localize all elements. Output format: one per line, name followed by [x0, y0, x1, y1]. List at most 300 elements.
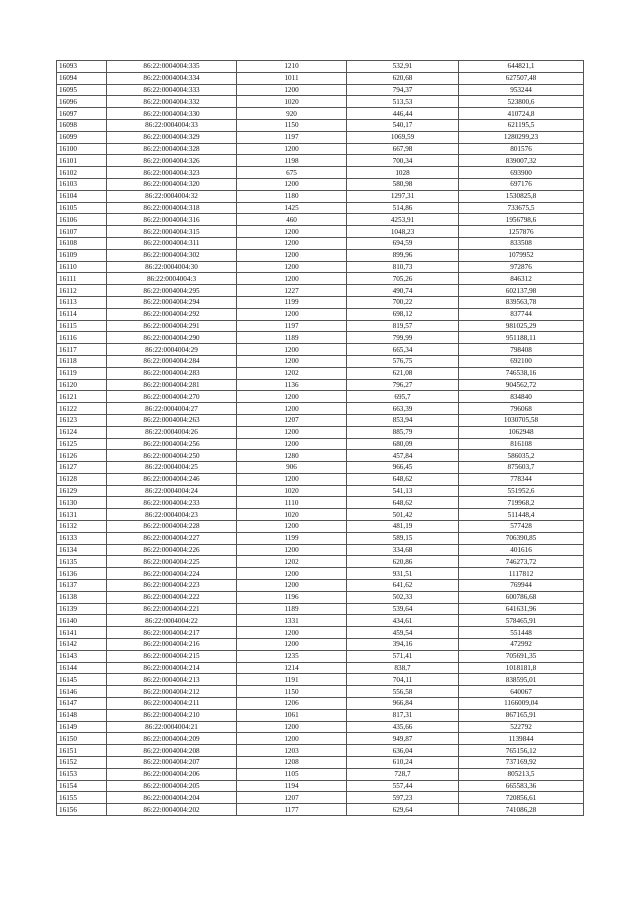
cadastral-number-cell: 86:22:0004004:263	[107, 414, 237, 426]
rate-cell: 1105	[237, 768, 347, 780]
area-cell: 1297,31	[347, 190, 459, 202]
row-number-cell: 16151	[57, 745, 107, 757]
area-cell: 556,58	[347, 686, 459, 698]
area-cell: 541,13	[347, 485, 459, 497]
area-cell: 532,91	[347, 61, 459, 73]
rate-cell: 1189	[237, 332, 347, 344]
area-cell: 490,74	[347, 285, 459, 297]
table-row	[57, 96, 584, 108]
value-cell: 846312	[459, 273, 584, 285]
rate-cell: 1331	[237, 615, 347, 627]
row-number-cell: 16136	[57, 568, 107, 580]
area-cell: 899,96	[347, 249, 459, 261]
rate-cell: 1020	[237, 96, 347, 108]
area-cell: 621,08	[347, 367, 459, 379]
rate-cell: 1150	[237, 686, 347, 698]
cadastral-number-cell: 86:22:0004004:291	[107, 320, 237, 332]
value-cell: 621195,5	[459, 119, 584, 131]
row-number-cell: 16125	[57, 438, 107, 450]
value-cell: 522792	[459, 721, 584, 733]
area-cell: 539,64	[347, 603, 459, 615]
table-row	[57, 615, 584, 627]
area-cell: 459,54	[347, 627, 459, 639]
rate-cell: 1200	[237, 568, 347, 580]
rate-cell: 1200	[237, 544, 347, 556]
table-row	[57, 249, 584, 261]
cadastral-number-cell: 86:22:0004004:207	[107, 757, 237, 769]
row-number-cell: 16129	[57, 485, 107, 497]
row-number-cell: 16102	[57, 167, 107, 179]
area-cell: 540,17	[347, 119, 459, 131]
value-cell: 746273,72	[459, 556, 584, 568]
cadastral-number-cell: 86:22:0004004:326	[107, 155, 237, 167]
table-row	[57, 237, 584, 249]
cadastral-number-cell: 86:22:0004004:22	[107, 615, 237, 627]
value-cell: 644821,1	[459, 61, 584, 73]
row-number-cell: 16138	[57, 591, 107, 603]
rate-cell: 1280	[237, 450, 347, 462]
cadastral-number-cell: 86:22:0004004:328	[107, 143, 237, 155]
row-number-cell: 16123	[57, 414, 107, 426]
value-cell: 1018181,8	[459, 662, 584, 674]
area-cell: 4253,91	[347, 214, 459, 226]
rate-cell: 1011	[237, 72, 347, 84]
area-cell: 620,68	[347, 72, 459, 84]
area-cell: 597,23	[347, 792, 459, 804]
table-row	[57, 768, 584, 780]
rate-cell: 1196	[237, 591, 347, 603]
value-cell: 867165,91	[459, 709, 584, 721]
area-cell: 435,66	[347, 721, 459, 733]
rate-cell: 1214	[237, 662, 347, 674]
table-row	[57, 757, 584, 769]
table-row	[57, 214, 584, 226]
row-number-cell: 16142	[57, 639, 107, 651]
value-cell: 720856,61	[459, 792, 584, 804]
area-cell: 589,15	[347, 532, 459, 544]
row-number-cell: 16110	[57, 261, 107, 273]
row-number-cell: 16121	[57, 391, 107, 403]
area-cell: 704,11	[347, 674, 459, 686]
row-number-cell: 16128	[57, 473, 107, 485]
cadastral-number-cell: 86:22:0004004:213	[107, 674, 237, 686]
rate-cell: 1020	[237, 509, 347, 521]
cadastral-number-cell: 86:22:0004004:215	[107, 650, 237, 662]
value-cell: 837744	[459, 308, 584, 320]
area-cell: 698,12	[347, 308, 459, 320]
rate-cell: 1200	[237, 249, 347, 261]
area-cell: 502,33	[347, 591, 459, 603]
table-row	[57, 591, 584, 603]
rate-cell: 1203	[237, 745, 347, 757]
table-row	[57, 84, 584, 96]
table-row	[57, 108, 584, 120]
cadastral-number-cell: 86:22:0004004:311	[107, 237, 237, 249]
area-cell: 949,87	[347, 733, 459, 745]
rate-cell: 1200	[237, 178, 347, 190]
rate-cell: 1199	[237, 532, 347, 544]
value-cell: 551952,6	[459, 485, 584, 497]
cadastral-number-cell: 86:22:0004004:295	[107, 285, 237, 297]
cadastral-number-cell: 86:22:0004004:204	[107, 792, 237, 804]
row-number-cell: 16126	[57, 450, 107, 462]
cadastral-number-cell: 86:22:0004004:208	[107, 745, 237, 757]
area-cell: 700,34	[347, 155, 459, 167]
row-number-cell: 16156	[57, 804, 107, 816]
table-row	[57, 367, 584, 379]
cadastral-number-cell: 86:22:0004004:316	[107, 214, 237, 226]
value-cell: 401616	[459, 544, 584, 556]
cadastral-number-cell: 86:22:0004004:283	[107, 367, 237, 379]
table-row	[57, 792, 584, 804]
rate-cell: 1207	[237, 792, 347, 804]
area-cell: 1028	[347, 167, 459, 179]
cadastral-number-cell: 86:22:0004004:221	[107, 603, 237, 615]
row-number-cell: 16105	[57, 202, 107, 214]
value-cell: 839563,78	[459, 296, 584, 308]
table-row	[57, 226, 584, 238]
rate-cell: 1189	[237, 603, 347, 615]
value-cell: 801576	[459, 143, 584, 155]
value-cell: 838595,01	[459, 674, 584, 686]
rate-cell: 1061	[237, 709, 347, 721]
cadastral-number-cell: 86:22:0004004:222	[107, 591, 237, 603]
row-number-cell: 16124	[57, 426, 107, 438]
cadastral-number-cell: 86:22:0004004:335	[107, 61, 237, 73]
cadastral-number-cell: 86:22:0004004:315	[107, 226, 237, 238]
table-row	[57, 438, 584, 450]
table-row	[57, 190, 584, 202]
row-number-cell: 16096	[57, 96, 107, 108]
table-body	[57, 61, 584, 816]
cadastral-number-cell: 86:22:0004004:281	[107, 379, 237, 391]
row-number-cell: 16104	[57, 190, 107, 202]
rate-cell: 1200	[237, 226, 347, 238]
table-row	[57, 603, 584, 615]
table-row	[57, 426, 584, 438]
cadastral-number-cell: 86:22:0004004:330	[107, 108, 237, 120]
rate-cell: 906	[237, 462, 347, 474]
area-cell: 810,73	[347, 261, 459, 273]
rate-cell: 1180	[237, 190, 347, 202]
area-cell: 853,94	[347, 414, 459, 426]
row-number-cell: 16094	[57, 72, 107, 84]
cadastral-number-cell: 86:22:0004004:223	[107, 580, 237, 592]
row-number-cell: 16133	[57, 532, 107, 544]
cadastral-number-cell: 86:22:0004004:26	[107, 426, 237, 438]
table-row	[57, 580, 584, 592]
cadastral-number-cell: 86:22:0004004:290	[107, 332, 237, 344]
table-row	[57, 72, 584, 84]
row-number-cell: 16141	[57, 627, 107, 639]
row-number-cell: 16108	[57, 237, 107, 249]
cadastral-number-cell: 86:22:0004004:205	[107, 780, 237, 792]
rate-cell: 1200	[237, 733, 347, 745]
row-number-cell: 16154	[57, 780, 107, 792]
rate-cell: 1197	[237, 320, 347, 332]
value-cell: 741086,28	[459, 804, 584, 816]
value-cell: 769944	[459, 580, 584, 592]
rate-cell: 1197	[237, 131, 347, 143]
table-row	[57, 473, 584, 485]
row-number-cell: 16109	[57, 249, 107, 261]
area-cell: 481,19	[347, 521, 459, 533]
cadastral-number-cell: 86:22:0004004:29	[107, 344, 237, 356]
rate-cell: 1200	[237, 721, 347, 733]
area-cell: 434,61	[347, 615, 459, 627]
data-table	[56, 60, 584, 816]
table-row	[57, 544, 584, 556]
value-cell: 693900	[459, 167, 584, 179]
row-number-cell: 16148	[57, 709, 107, 721]
cadastral-number-cell: 86:22:0004004:226	[107, 544, 237, 556]
cadastral-number-cell: 86:22:0004004:206	[107, 768, 237, 780]
table-row	[57, 285, 584, 297]
rate-cell: 1136	[237, 379, 347, 391]
area-cell: 446,44	[347, 108, 459, 120]
row-number-cell: 16143	[57, 650, 107, 662]
cadastral-number-cell: 86:22:0004004:23	[107, 509, 237, 521]
rate-cell: 1200	[237, 580, 347, 592]
cadastral-number-cell: 86:22:0004004:27	[107, 403, 237, 415]
rate-cell: 1200	[237, 639, 347, 651]
table-row	[57, 131, 584, 143]
value-cell: 733675,5	[459, 202, 584, 214]
row-number-cell: 16139	[57, 603, 107, 615]
cadastral-number-cell: 86:22:0004004:256	[107, 438, 237, 450]
rate-cell: 1191	[237, 674, 347, 686]
table-row	[57, 509, 584, 521]
table-row	[57, 650, 584, 662]
rate-cell: 1210	[237, 61, 347, 73]
table-row	[57, 332, 584, 344]
row-number-cell: 16122	[57, 403, 107, 415]
table-row	[57, 450, 584, 462]
table-row	[57, 686, 584, 698]
row-number-cell: 16099	[57, 131, 107, 143]
area-cell: 501,42	[347, 509, 459, 521]
table-row	[57, 497, 584, 509]
cadastral-number-cell: 86:22:0004004:333	[107, 84, 237, 96]
rate-cell: 1235	[237, 650, 347, 662]
table-row	[57, 627, 584, 639]
area-cell: 838,7	[347, 662, 459, 674]
cadastral-number-cell: 86:22:0004004:212	[107, 686, 237, 698]
rate-cell: 1198	[237, 155, 347, 167]
area-cell: 629,64	[347, 804, 459, 816]
row-number-cell: 16114	[57, 308, 107, 320]
cadastral-number-cell: 86:22:0004004:209	[107, 733, 237, 745]
area-cell: 394,16	[347, 639, 459, 651]
value-cell: 600786,68	[459, 591, 584, 603]
cadastral-number-cell: 86:22:0004004:217	[107, 627, 237, 639]
cadastral-number-cell: 86:22:0004004:32	[107, 190, 237, 202]
cadastral-number-cell: 86:22:0004004:292	[107, 308, 237, 320]
cadastral-number-cell: 86:22:0004004:216	[107, 639, 237, 651]
row-number-cell: 16111	[57, 273, 107, 285]
table-row	[57, 698, 584, 710]
area-cell: 665,34	[347, 344, 459, 356]
cadastral-number-cell: 86:22:0004004:246	[107, 473, 237, 485]
table-row	[57, 804, 584, 816]
rate-cell: 1425	[237, 202, 347, 214]
row-number-cell: 16144	[57, 662, 107, 674]
cadastral-number-cell: 86:22:0004004:329	[107, 131, 237, 143]
cadastral-number-cell: 86:22:0004004:334	[107, 72, 237, 84]
table-row	[57, 556, 584, 568]
area-cell: 695,7	[347, 391, 459, 403]
rate-cell: 1177	[237, 804, 347, 816]
cadastral-number-cell: 86:22:0004004:214	[107, 662, 237, 674]
rate-cell: 1200	[237, 438, 347, 450]
row-number-cell: 16137	[57, 580, 107, 592]
table-row	[57, 403, 584, 415]
value-cell: 972876	[459, 261, 584, 273]
row-number-cell: 16131	[57, 509, 107, 521]
rate-cell: 1150	[237, 119, 347, 131]
value-cell: 578465,91	[459, 615, 584, 627]
value-cell: 746538,16	[459, 367, 584, 379]
table-row	[57, 355, 584, 367]
row-number-cell: 16119	[57, 367, 107, 379]
row-number-cell: 16100	[57, 143, 107, 155]
rate-cell: 1199	[237, 296, 347, 308]
table-row	[57, 391, 584, 403]
table-row	[57, 308, 584, 320]
area-cell: 1069,59	[347, 131, 459, 143]
cadastral-number-cell: 86:22:0004004:24	[107, 485, 237, 497]
row-number-cell: 16115	[57, 320, 107, 332]
table-row	[57, 261, 584, 273]
area-cell: 700,22	[347, 296, 459, 308]
table-row	[57, 532, 584, 544]
row-number-cell: 16152	[57, 757, 107, 769]
cadastral-number-cell: 86:22:0004004:225	[107, 556, 237, 568]
table-row	[57, 155, 584, 167]
value-cell: 1956798,6	[459, 214, 584, 226]
value-cell: 816108	[459, 438, 584, 450]
rate-cell: 1200	[237, 627, 347, 639]
row-number-cell: 16132	[57, 521, 107, 533]
area-cell: 580,98	[347, 178, 459, 190]
cadastral-number-cell: 86:22:0004004:294	[107, 296, 237, 308]
row-number-cell: 16147	[57, 698, 107, 710]
area-cell: 610,24	[347, 757, 459, 769]
cadastral-number-cell: 86:22:0004004:30	[107, 261, 237, 273]
value-cell: 833508	[459, 237, 584, 249]
cadastral-number-cell: 86:22:0004004:302	[107, 249, 237, 261]
row-number-cell: 16106	[57, 214, 107, 226]
area-cell: 667,98	[347, 143, 459, 155]
area-cell: 576,75	[347, 355, 459, 367]
value-cell: 1257876	[459, 226, 584, 238]
row-number-cell: 16118	[57, 355, 107, 367]
area-cell: 796,27	[347, 379, 459, 391]
area-cell: 648,62	[347, 497, 459, 509]
rate-cell: 1200	[237, 344, 347, 356]
value-cell: 839007,32	[459, 155, 584, 167]
area-cell: 334,68	[347, 544, 459, 556]
rate-cell: 1200	[237, 273, 347, 285]
row-number-cell: 16130	[57, 497, 107, 509]
rate-cell: 1200	[237, 237, 347, 249]
rate-cell: 920	[237, 108, 347, 120]
row-number-cell: 16116	[57, 332, 107, 344]
area-cell: 513,53	[347, 96, 459, 108]
rate-cell: 675	[237, 167, 347, 179]
value-cell: 1062948	[459, 426, 584, 438]
area-cell: 705,26	[347, 273, 459, 285]
table-row	[57, 674, 584, 686]
table-row	[57, 780, 584, 792]
value-cell: 796068	[459, 403, 584, 415]
cadastral-number-cell: 86:22:0004004:224	[107, 568, 237, 580]
value-cell: 523800,6	[459, 96, 584, 108]
rate-cell: 1200	[237, 403, 347, 415]
value-cell: 706390,85	[459, 532, 584, 544]
cadastral-number-cell: 86:22:0004004:250	[107, 450, 237, 462]
row-number-cell: 16113	[57, 296, 107, 308]
cadastral-number-cell: 86:22:0004004:284	[107, 355, 237, 367]
table-row	[57, 61, 584, 73]
rate-cell: 1208	[237, 757, 347, 769]
rate-cell: 1200	[237, 84, 347, 96]
value-cell: 737169,92	[459, 757, 584, 769]
value-cell: 981025,29	[459, 320, 584, 332]
area-cell: 514,86	[347, 202, 459, 214]
row-number-cell: 16134	[57, 544, 107, 556]
area-cell: 931,51	[347, 568, 459, 580]
rate-cell: 1207	[237, 414, 347, 426]
value-cell: 586035,2	[459, 450, 584, 462]
value-cell: 805213,5	[459, 768, 584, 780]
area-cell: 1048,23	[347, 226, 459, 238]
row-number-cell: 16140	[57, 615, 107, 627]
value-cell: 1280299,23	[459, 131, 584, 143]
rate-cell: 1206	[237, 698, 347, 710]
rate-cell: 1020	[237, 485, 347, 497]
table-row	[57, 296, 584, 308]
value-cell: 705691,35	[459, 650, 584, 662]
area-cell: 680,09	[347, 438, 459, 450]
area-cell: 648,62	[347, 473, 459, 485]
row-number-cell: 16097	[57, 108, 107, 120]
row-number-cell: 16145	[57, 674, 107, 686]
value-cell: 410724,8	[459, 108, 584, 120]
table-row	[57, 202, 584, 214]
row-number-cell: 16098	[57, 119, 107, 131]
table-row	[57, 119, 584, 131]
rate-cell: 1194	[237, 780, 347, 792]
area-cell: 557,44	[347, 780, 459, 792]
row-number-cell: 16095	[57, 84, 107, 96]
row-number-cell: 16103	[57, 178, 107, 190]
table-row	[57, 167, 584, 179]
table-row	[57, 344, 584, 356]
area-cell: 794,37	[347, 84, 459, 96]
value-cell: 1117812	[459, 568, 584, 580]
value-cell: 472992	[459, 639, 584, 651]
area-cell: 641,62	[347, 580, 459, 592]
value-cell: 641631,96	[459, 603, 584, 615]
row-number-cell: 16149	[57, 721, 107, 733]
table-row	[57, 745, 584, 757]
rate-cell: 1200	[237, 261, 347, 273]
value-cell: 602137,98	[459, 285, 584, 297]
rate-cell: 1202	[237, 367, 347, 379]
table-row	[57, 320, 584, 332]
area-cell: 571,41	[347, 650, 459, 662]
